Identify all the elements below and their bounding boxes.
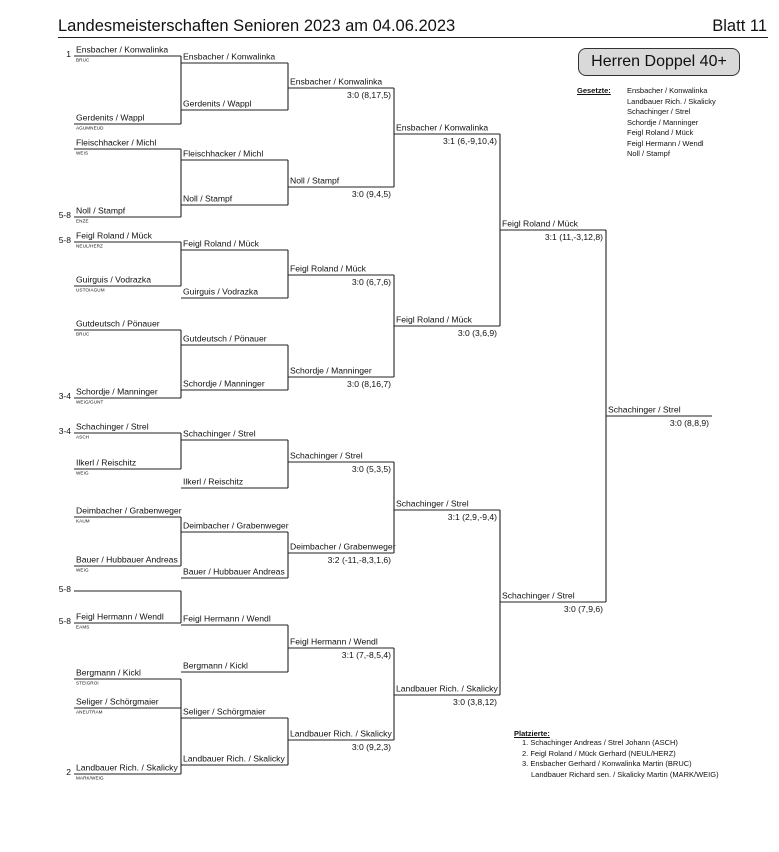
round3-team: Landbauer Rich. / Skalicky bbox=[290, 728, 392, 739]
round1-team: Deimbacher / Grabenweger bbox=[76, 505, 182, 516]
round3-team: Feigl Hermann / Wendl bbox=[290, 636, 378, 647]
champion-team: Schachinger / Strel bbox=[608, 404, 681, 415]
round3-team: Noll / Stampf bbox=[290, 175, 340, 186]
round5-score: 3:1 (11,-3,12,8) bbox=[544, 232, 603, 242]
round1-club: NEUL/HERZ bbox=[76, 243, 103, 249]
round1-club: EAMS bbox=[76, 624, 90, 630]
seed-mark: 5-8 bbox=[58, 584, 71, 594]
round4-score: 3:1 (2,9,-9,4) bbox=[447, 512, 497, 522]
round1-team: Ilkerl / Reischitz bbox=[76, 457, 137, 468]
round1-team: Feigl Roland / Mück bbox=[76, 230, 152, 241]
round1-club: ASCH bbox=[76, 434, 90, 440]
seed-mark: 3-4 bbox=[58, 391, 71, 401]
round3-team: Schachinger / Strel bbox=[290, 450, 363, 461]
seed-mark: 1 bbox=[66, 49, 71, 59]
round5-team: Schachinger / Strel bbox=[502, 590, 575, 601]
round1-club: BRUC bbox=[76, 57, 90, 63]
round1-club: WEIG bbox=[76, 470, 89, 476]
seed-list-label: Gesetzte: bbox=[577, 86, 611, 95]
sheet-number: Blatt 11 bbox=[712, 17, 767, 35]
round2-team: Schachinger / Strel bbox=[183, 428, 256, 439]
round2-team: Gutdeutsch / Pönauer bbox=[183, 333, 267, 344]
seed-mark: 2 bbox=[66, 767, 71, 777]
round1-team: Guirguis / Vodrazka bbox=[76, 274, 151, 285]
final-placings bbox=[514, 729, 719, 780]
round1-team: Bauer / Hubbauer Andreas bbox=[76, 554, 178, 565]
round1-team: Noll / Stampf bbox=[76, 205, 126, 216]
round5-team: Feigl Roland / Mück bbox=[502, 218, 578, 229]
round3-team: Deimbacher / Grabenweger bbox=[290, 541, 396, 552]
round2-team: Ilkerl / Reischitz bbox=[183, 476, 244, 487]
round1-team: Bergmann / Kickl bbox=[76, 667, 141, 678]
round2-team: Feigl Hermann / Wendl bbox=[183, 613, 271, 624]
round2-team: Schordje / Manninger bbox=[183, 378, 265, 389]
round1-team: Gerdenits / Wappl bbox=[76, 112, 145, 123]
round3-score: 3:0 (9,2,3) bbox=[351, 742, 391, 752]
round4-score: 3:0 (3,6,9) bbox=[457, 328, 497, 338]
round1-club: WEIG bbox=[76, 567, 89, 573]
round5-score: 3:0 (7,9,6) bbox=[563, 604, 603, 614]
round1-club: WEIG/GUNT bbox=[76, 399, 104, 405]
round2-team: Landbauer Rich. / Skalicky bbox=[183, 753, 285, 764]
round2-team: Feigl Roland / Mück bbox=[183, 238, 259, 249]
seed-entry: Noll / Stampf bbox=[627, 149, 670, 158]
placing-entry: 2. Feigl Roland / Mück Gerhard (NEUL/HERZ) bbox=[522, 748, 676, 758]
round1-club: BRUC bbox=[76, 331, 90, 337]
round2-team: Guirguis / Vodrazka bbox=[183, 286, 258, 297]
placing-entry: 3. Ensbacher Gerhard / Konwalinka Martin (BRUC) bbox=[522, 759, 692, 768]
round4-team: Schachinger / Strel bbox=[396, 498, 469, 509]
event-badge: Herren Doppel 40+ bbox=[578, 48, 740, 76]
seed-entry: Feigl Hermann / Wendl bbox=[627, 138, 704, 148]
round2-team: Seliger / Schörgmaier bbox=[183, 706, 266, 717]
round1-club: ANEUTRAM bbox=[76, 709, 103, 715]
placings-label: Platzierte: bbox=[514, 729, 550, 738]
seed-mark: 5-8 bbox=[58, 235, 71, 245]
round3-score: 3:0 (9,4,5) bbox=[351, 189, 391, 199]
round1-club: WEIS bbox=[76, 150, 89, 156]
round2-team: Noll / Stampf bbox=[183, 193, 233, 204]
seed-mark: 5-8 bbox=[58, 616, 71, 626]
round4-score: 3:0 (3,8,12) bbox=[453, 697, 497, 707]
round1-team: Seliger / Schörgmaier bbox=[76, 696, 159, 707]
round3-score: 3:0 (8,16,7) bbox=[347, 379, 391, 389]
round3-score: 3:2 (-11,-8,3,1,6) bbox=[327, 555, 391, 565]
round2-team: Bergmann / Kickl bbox=[183, 660, 248, 671]
seed-entry: Ensbacher / Konwalinka bbox=[627, 86, 708, 95]
round3-score: 3:0 (5,3,5) bbox=[351, 464, 391, 474]
round3-team: Ensbacher / Konwalinka bbox=[290, 76, 383, 87]
seed-entry: Schordje / Manninger bbox=[627, 117, 699, 127]
round4-team: Landbauer Rich. / Skalicky bbox=[396, 683, 498, 694]
page-title: Landesmeisterschaften Senioren 2023 am 04.06.2023 bbox=[58, 17, 456, 35]
round3-score: 3:1 (7,-8,5,4) bbox=[341, 650, 391, 660]
round1-team: Schachinger / Strel bbox=[76, 421, 149, 432]
round3-score: 3:0 (8,17,5) bbox=[347, 90, 391, 100]
round1-team: Gutdeutsch / Pönauer bbox=[76, 318, 160, 329]
round2-team: Ensbacher / Konwalinka bbox=[183, 51, 276, 62]
round1-club: STEIGROI bbox=[76, 680, 99, 686]
round2-team: Gerdenits / Wappl bbox=[183, 98, 252, 109]
seed-entry: Landbauer Rich. / Skalicky bbox=[627, 96, 716, 106]
seed-mark: 5-8 bbox=[58, 210, 71, 220]
round1-club: MARK/WEIG bbox=[76, 775, 104, 781]
round1-team: Landbauer Rich. / Skalicky bbox=[76, 762, 178, 773]
round1-club: KAUM bbox=[76, 518, 90, 524]
placing-entry: Landbauer Richard sen. / Skalicky Martin (MARK/WEIG) bbox=[531, 769, 719, 779]
round2-team: Deimbacher / Grabenweger bbox=[183, 520, 289, 531]
round2-team: Fleischhacker / Michl bbox=[183, 148, 264, 159]
round3-team: Schordje / Manninger bbox=[290, 365, 372, 376]
round4-team: Feigl Roland / Mück bbox=[396, 314, 472, 325]
round1-club: USTOIAGUM bbox=[76, 287, 105, 293]
round3-score: 3:0 (6,7,6) bbox=[351, 277, 391, 287]
round4-team: Ensbacher / Konwalinka bbox=[396, 122, 489, 133]
seed-entry: Feigl Roland / Mück bbox=[627, 128, 694, 137]
round1-team: Ensbacher / Konwalinka bbox=[76, 44, 169, 55]
final-score: 3:0 (8,8,9) bbox=[669, 418, 709, 428]
round2-team: Bauer / Hubbauer Andreas bbox=[183, 566, 285, 577]
round1-team: Feigl Hermann / Wendl bbox=[76, 611, 164, 622]
round1-club: AGUMNEUD bbox=[76, 125, 104, 131]
placing-entry: 1. Schachinger Andreas / Strel Johann (ASCH) bbox=[522, 738, 678, 747]
round3-team: Feigl Roland / Mück bbox=[290, 263, 366, 274]
round1-team: Schordje / Manninger bbox=[76, 386, 158, 397]
round1-club: ENZE bbox=[76, 218, 89, 224]
round1-team: Fleischhacker / Michl bbox=[76, 137, 157, 148]
seed-mark: 3-4 bbox=[58, 426, 71, 436]
round4-score: 3:1 (6,-9,10,4) bbox=[443, 136, 497, 146]
seed-entry: Schachinger / Strel bbox=[627, 107, 691, 116]
